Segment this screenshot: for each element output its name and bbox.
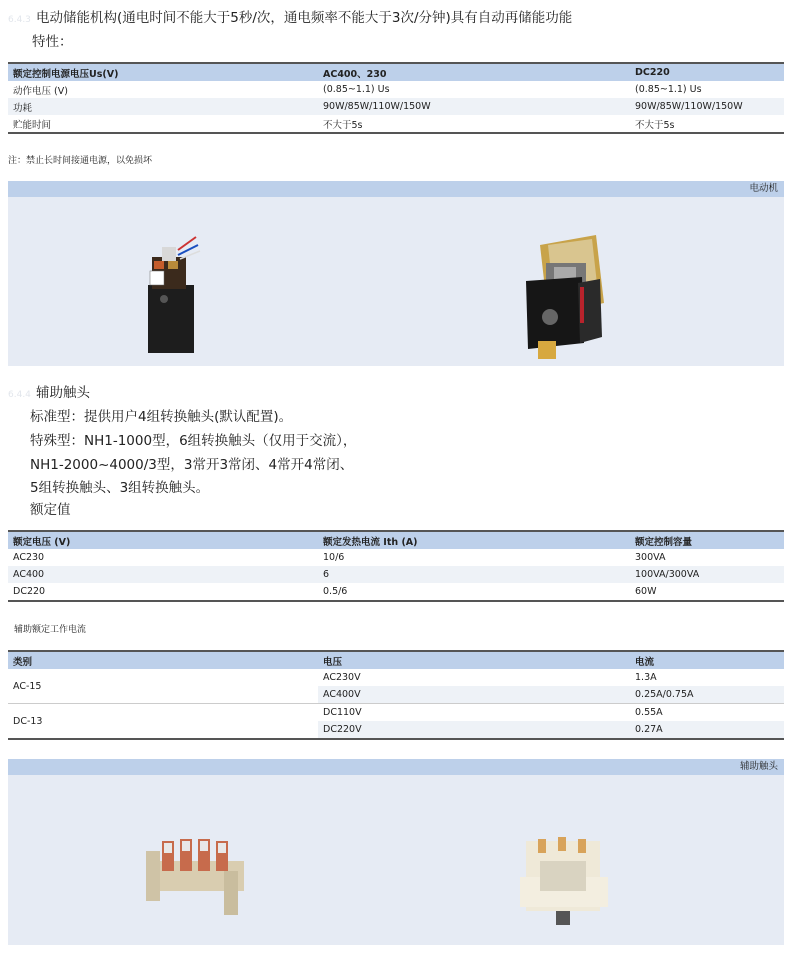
section-heading-2: [8, 381, 90, 401]
panel-title: 辅助触头: [8, 759, 784, 775]
table-cell: 300VA: [635, 552, 666, 563]
table-header: 额定控制电源电压Us(V): [8, 63, 318, 81]
motor-image-left: [148, 237, 200, 353]
table-cell: 90W/85W/110W/150W: [630, 98, 784, 115]
auxiliary-contact-illustrations: [8, 775, 784, 945]
table-cell: (0.85~1.1) Us: [635, 84, 702, 95]
table-cell: 6: [318, 566, 630, 583]
table-cell-category: AC-15: [13, 680, 42, 692]
table-cell: AC230V: [323, 672, 361, 683]
table-row: [8, 669, 784, 686]
table-cell-category: DC-13: [8, 704, 318, 740]
table-cell: 100VA/300VA: [630, 566, 784, 583]
table-cell: DC110V: [318, 704, 630, 722]
panel-title: 电动机: [8, 181, 784, 197]
table-cell: 0.25A/0.75A: [630, 686, 784, 704]
table-header: 额定发热电流 Ith (A): [318, 531, 630, 549]
table-cell: 0.5/6: [318, 583, 630, 601]
table-cell: (0.85~1.1) Us: [323, 84, 390, 95]
motor-illustrations: [8, 197, 784, 366]
section-heading-1: [8, 6, 572, 26]
table-header: 额定电压 (V): [8, 531, 318, 549]
table-cell: 不大于5s: [318, 115, 630, 133]
text-line: 5组转换触头、3组转换触头。: [30, 480, 210, 496]
table-cell: 60W: [630, 583, 784, 601]
table-cell: 10/6: [323, 552, 345, 563]
table-cell: 0.55A: [630, 704, 784, 722]
table-cell: 动作电压 (V): [13, 85, 68, 97]
table-cell: DC220V: [318, 721, 630, 739]
table-row: [8, 583, 784, 601]
motor-image-right: [526, 235, 604, 359]
text-line: 额定值: [30, 502, 71, 518]
section-number: 6.4.3: [8, 15, 31, 25]
text-line: 标准型：提供用户4组转换触头(默认配置)。: [30, 409, 293, 425]
table-cell: 贮能时间: [8, 115, 318, 133]
table-header: DC220: [630, 63, 784, 81]
table-row: [8, 81, 784, 98]
table-cell: AC400V: [318, 686, 630, 704]
table-caption: 辅助额定工作电流: [14, 625, 87, 635]
operating-current-table: [8, 650, 784, 740]
characteristics-table: [8, 62, 784, 134]
table-cell: 1.3A: [635, 672, 657, 683]
table-header: 额定控制容量: [630, 531, 784, 549]
aux-contact-image-right: [520, 837, 608, 925]
table-cell: 0.27A: [630, 721, 784, 739]
table-cell: 90W/85W/110W/150W: [318, 98, 630, 115]
section-subheading: 特性：: [32, 34, 73, 50]
text-line: NH1-2000~4000/3型，3常开3常闭、4常开4常闭、: [30, 457, 354, 473]
table-row: [8, 549, 784, 566]
rated-values-table: [8, 530, 784, 602]
table-row: [8, 115, 784, 133]
table-cell: AC230: [13, 552, 45, 563]
auxiliary-contact-image-panel: [8, 759, 784, 945]
table-header: 类别: [8, 651, 318, 669]
warning-note: 注：禁止长时间接通电源，以免损坏: [8, 156, 153, 166]
table-header: 电流: [630, 651, 784, 669]
table-cell: DC220: [8, 583, 318, 601]
section-title: 电动储能机构(通电时间不能大于5秒/次，通电频率不能大于3次/分钟)具有自动再储能功能: [36, 10, 573, 26]
table-cell: 功耗: [8, 98, 318, 115]
section-number: 6.4.4: [8, 390, 31, 400]
table-row: [8, 704, 784, 722]
aux-contact-image-left: [146, 839, 244, 915]
table-row: [8, 98, 784, 115]
table-header: AC400、230: [318, 63, 630, 81]
table-header: 电压: [318, 651, 630, 669]
motor-image-panel: [8, 181, 784, 366]
table-cell: 不大于5s: [630, 115, 784, 133]
table-cell: AC400: [8, 566, 318, 583]
section-title: 辅助触头: [36, 385, 90, 401]
text-line: 特殊型：NH1-1000型，6组转换触头（仅用于交流），: [30, 433, 357, 449]
table-row: [8, 566, 784, 583]
